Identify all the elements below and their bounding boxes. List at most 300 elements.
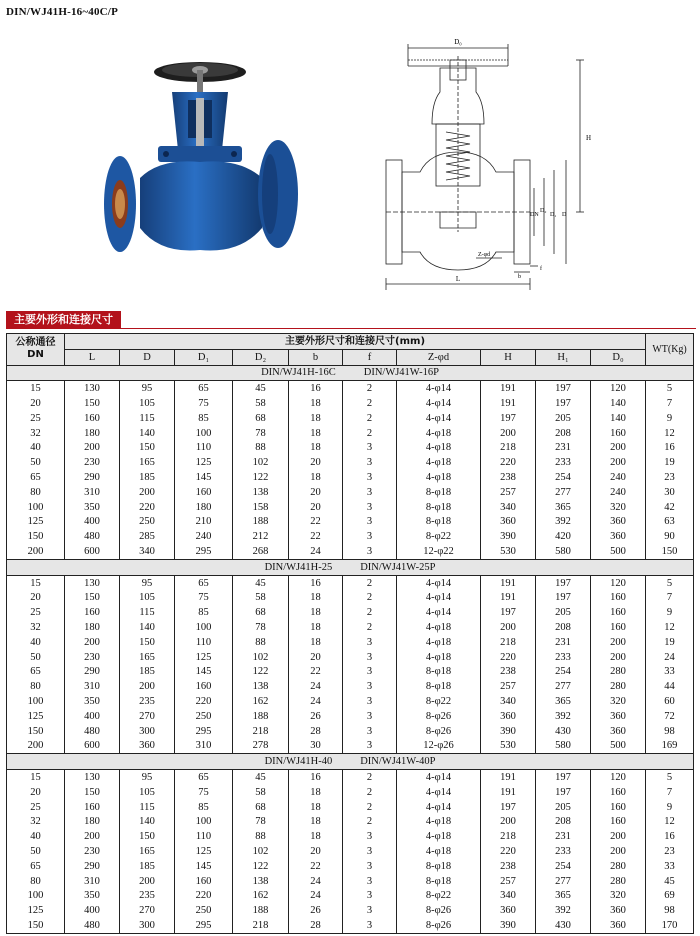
column-header: L <box>65 349 120 365</box>
table-cell: 310 <box>65 874 120 889</box>
table-cell: 169 <box>646 739 694 754</box>
table-cell: 160 <box>591 785 646 800</box>
table-cell: 3 <box>343 709 397 724</box>
column-header: D₀ <box>591 349 646 365</box>
table-cell: 18 <box>289 470 343 485</box>
table-cell: 197 <box>536 591 591 606</box>
table-cell: 160 <box>65 411 120 426</box>
table-cell: 180 <box>65 620 120 635</box>
table-cell: 69 <box>646 888 694 903</box>
table-row <box>7 485 694 500</box>
table-cell: 365 <box>536 888 591 903</box>
table-cell: 12 <box>646 815 694 830</box>
table-cell: 350 <box>65 500 120 515</box>
valve-dimension-drawing <box>380 32 602 294</box>
table-cell: 100 <box>175 815 233 830</box>
table-cell: 8-φ26 <box>397 709 481 724</box>
table-cell: 188 <box>233 515 289 530</box>
table-cell: 250 <box>175 709 233 724</box>
model-label: DIN/WJ41H-40 <box>264 756 333 768</box>
table-cell: 40 <box>7 441 65 456</box>
label-D: D <box>562 212 567 218</box>
table-cell: 200 <box>591 844 646 859</box>
table-cell: 65 <box>7 470 65 485</box>
table-cell: 200 <box>120 874 175 889</box>
table-cell: 200 <box>591 635 646 650</box>
table-cell: 310 <box>65 485 120 500</box>
table-cell: 218 <box>481 635 536 650</box>
table-cell: 44 <box>646 679 694 694</box>
table-cell: 8-φ18 <box>397 874 481 889</box>
table-row <box>7 635 694 650</box>
table-cell: 160 <box>175 874 233 889</box>
table-cell: 200 <box>481 620 536 635</box>
table-cell: 100 <box>7 888 65 903</box>
table-cell: 185 <box>120 665 175 680</box>
table-cell: 360 <box>120 739 175 754</box>
table-cell: 32 <box>7 620 65 635</box>
table-cell: 45 <box>646 874 694 889</box>
table-cell: 145 <box>175 859 233 874</box>
table-cell: 110 <box>175 441 233 456</box>
table-cell: 4-φ14 <box>397 800 481 815</box>
table-cell: 45 <box>233 381 289 396</box>
table-cell: 45 <box>233 770 289 785</box>
table-cell: 200 <box>65 441 120 456</box>
table-cell: 230 <box>65 455 120 470</box>
table-cell: 120 <box>591 381 646 396</box>
label-D2: D₂ <box>540 208 547 214</box>
table-cell: 3 <box>343 859 397 874</box>
model-label: DIN/WJ41H-25 <box>264 561 333 573</box>
table-cell: 100 <box>7 694 65 709</box>
table-cell: 19 <box>646 455 694 470</box>
table-cell: 85 <box>175 605 233 620</box>
table-cell: 105 <box>120 396 175 411</box>
table-cell: 188 <box>233 709 289 724</box>
table-cell: 212 <box>233 529 289 544</box>
table-cell: 24 <box>289 694 343 709</box>
table-cell: 158 <box>233 500 289 515</box>
table-cell: 185 <box>120 859 175 874</box>
column-header: H₁ <box>536 349 591 365</box>
table-cell: 145 <box>175 470 233 485</box>
table-cell: 8-φ18 <box>397 859 481 874</box>
table-cell: 365 <box>536 500 591 515</box>
table-cell: 400 <box>65 709 120 724</box>
table-cell: 18 <box>289 591 343 606</box>
table-cell: 18 <box>289 426 343 441</box>
table-cell: 125 <box>175 455 233 470</box>
label-Zd: Z-φd <box>478 252 491 258</box>
table-cell: 208 <box>536 426 591 441</box>
table-cell: 24 <box>289 544 343 559</box>
table-cell: 160 <box>591 605 646 620</box>
table-cell: 4-φ18 <box>397 815 481 830</box>
table-cell: 250 <box>120 515 175 530</box>
table-cell: 18 <box>289 800 343 815</box>
table-cell: 360 <box>591 724 646 739</box>
table-cell: 72 <box>646 709 694 724</box>
table-cell: 122 <box>233 470 289 485</box>
table-cell: 218 <box>481 441 536 456</box>
table-cell: 75 <box>175 396 233 411</box>
table-cell: 18 <box>289 620 343 635</box>
table-cell: 360 <box>481 709 536 724</box>
table-cell: 16 <box>289 770 343 785</box>
table-cell: 3 <box>343 441 397 456</box>
table-cell: 68 <box>233 411 289 426</box>
table-cell: 197 <box>481 411 536 426</box>
table-cell: 233 <box>536 844 591 859</box>
table-cell: 420 <box>536 529 591 544</box>
table-cell: 3 <box>343 529 397 544</box>
table-cell: 5 <box>646 575 694 590</box>
table-cell: 205 <box>536 605 591 620</box>
table-cell: 30 <box>289 739 343 754</box>
table-cell: 16 <box>646 829 694 844</box>
table-cell: 3 <box>343 918 397 933</box>
valve-photo <box>100 58 300 278</box>
table-cell: 3 <box>343 903 397 918</box>
table-cell: 320 <box>591 500 646 515</box>
table-cell: 600 <box>65 739 120 754</box>
table-cell: 22 <box>289 515 343 530</box>
table-cell: 300 <box>120 724 175 739</box>
table-cell: 3 <box>343 829 397 844</box>
table-cell: 18 <box>289 635 343 650</box>
table-cell: 200 <box>120 679 175 694</box>
table-cell: 33 <box>646 665 694 680</box>
table-cell: 4-φ14 <box>397 575 481 590</box>
table-cell: 392 <box>536 709 591 724</box>
table-cell: 8-φ18 <box>397 515 481 530</box>
table-cell: 18 <box>289 396 343 411</box>
table-cell: 22 <box>289 665 343 680</box>
table-cell: 63 <box>646 515 694 530</box>
table-cell: 320 <box>591 694 646 709</box>
table-cell: 530 <box>481 544 536 559</box>
label-b: b <box>518 274 521 280</box>
table-cell: 390 <box>481 724 536 739</box>
table-cell: 231 <box>536 441 591 456</box>
table-cell: 140 <box>591 411 646 426</box>
table-row <box>7 739 694 754</box>
table-cell: 200 <box>65 829 120 844</box>
table-cell: 400 <box>65 515 120 530</box>
table-cell: 19 <box>646 635 694 650</box>
table-cell: 18 <box>289 815 343 830</box>
table-cell: 200 <box>120 485 175 500</box>
table-cell: 360 <box>591 903 646 918</box>
column-header: f <box>343 349 397 365</box>
section-rule <box>6 328 696 329</box>
table-cell: 208 <box>536 815 591 830</box>
table-row <box>7 605 694 620</box>
table-cell: 191 <box>481 381 536 396</box>
table-cell: 197 <box>536 785 591 800</box>
table-row <box>7 426 694 441</box>
table-cell: 65 <box>175 575 233 590</box>
table-cell: 23 <box>646 844 694 859</box>
table-cell: 280 <box>591 665 646 680</box>
table-cell: 110 <box>175 829 233 844</box>
table-cell: 191 <box>481 785 536 800</box>
table-cell: 360 <box>481 515 536 530</box>
table-cell: 140 <box>120 815 175 830</box>
table-cell: 58 <box>233 785 289 800</box>
table-cell: 160 <box>591 426 646 441</box>
table-row <box>7 859 694 874</box>
table-cell: 80 <box>7 679 65 694</box>
table-cell: 5 <box>646 381 694 396</box>
table-cell: 140 <box>120 426 175 441</box>
table-cell: 65 <box>7 665 65 680</box>
table-cell: 392 <box>536 903 591 918</box>
table-cell: 25 <box>7 800 65 815</box>
column-header: D₁ <box>175 349 233 365</box>
table-row <box>7 455 694 470</box>
dimension-table <box>6 333 694 934</box>
table-cell: 26 <box>289 903 343 918</box>
table-cell: 32 <box>7 426 65 441</box>
table-cell: 130 <box>65 575 120 590</box>
table-cell: 350 <box>65 694 120 709</box>
table-cell: 65 <box>175 381 233 396</box>
table-cell: 218 <box>233 918 289 933</box>
table-cell: 20 <box>289 844 343 859</box>
table-cell: 12-φ26 <box>397 739 481 754</box>
table-cell: 88 <box>233 441 289 456</box>
table-cell: 300 <box>120 918 175 933</box>
table-cell: 160 <box>65 605 120 620</box>
table-cell: 138 <box>233 679 289 694</box>
table-cell: 233 <box>536 650 591 665</box>
label-D0: D₀ <box>454 38 462 46</box>
table-row <box>7 441 694 456</box>
table-cell: 20 <box>289 500 343 515</box>
table-cell: 8-φ18 <box>397 500 481 515</box>
table-cell: 150 <box>7 724 65 739</box>
table-cell: 231 <box>536 635 591 650</box>
table-row <box>7 396 694 411</box>
table-cell: 205 <box>536 411 591 426</box>
table-cell: 140 <box>591 396 646 411</box>
table-cell: 3 <box>343 665 397 680</box>
table-cell: 125 <box>7 903 65 918</box>
table-cell: 218 <box>233 724 289 739</box>
table-cell: 191 <box>481 770 536 785</box>
table-row <box>7 829 694 844</box>
table-cell: 3 <box>343 679 397 694</box>
table-row <box>7 470 694 485</box>
table-cell: 68 <box>233 800 289 815</box>
table-cell: 191 <box>481 575 536 590</box>
table-cell: 170 <box>646 918 694 933</box>
table-cell: 200 <box>591 455 646 470</box>
table-cell: 150 <box>120 635 175 650</box>
table-cell: 32 <box>7 815 65 830</box>
table-cell: 480 <box>65 724 120 739</box>
table-cell: 122 <box>233 665 289 680</box>
table-cell: 130 <box>65 381 120 396</box>
table-cell: 3 <box>343 844 397 859</box>
table-cell: 22 <box>289 529 343 544</box>
page-title: DIN/WJ41H-16~40C/P <box>6 6 118 18</box>
table-cell: 28 <box>289 918 343 933</box>
table-cell: 4-φ18 <box>397 455 481 470</box>
table-cell: 3 <box>343 515 397 530</box>
table-cell: 24 <box>289 874 343 889</box>
table-cell: 98 <box>646 724 694 739</box>
table-cell: 7 <box>646 785 694 800</box>
label-H: H <box>586 134 592 142</box>
table-cell: 231 <box>536 829 591 844</box>
table-cell: 24 <box>289 679 343 694</box>
table-cell: 268 <box>233 544 289 559</box>
table-cell: 75 <box>175 785 233 800</box>
table-cell: 105 <box>120 591 175 606</box>
table-cell: 238 <box>481 665 536 680</box>
table-cell: 20 <box>7 396 65 411</box>
table-cell: 95 <box>120 381 175 396</box>
table-cell: 3 <box>343 635 397 650</box>
model-label: DIN/WJ41W-16P <box>363 367 439 379</box>
table-cell: 2 <box>343 396 397 411</box>
table-cell: 480 <box>65 529 120 544</box>
table-cell: 280 <box>591 679 646 694</box>
table-cell: 50 <box>7 844 65 859</box>
table-cell: 360 <box>591 515 646 530</box>
table-cell: 9 <box>646 800 694 815</box>
table-cell: 350 <box>65 888 120 903</box>
table-cell: 4-φ18 <box>397 426 481 441</box>
table-cell: 18 <box>289 411 343 426</box>
table-cell: 8-φ26 <box>397 903 481 918</box>
table-cell: 100 <box>175 620 233 635</box>
table-cell: 115 <box>120 800 175 815</box>
table-cell: 254 <box>536 470 591 485</box>
table-cell: 15 <box>7 381 65 396</box>
table-cell: 9 <box>646 605 694 620</box>
table-cell: 8-φ18 <box>397 485 481 500</box>
table-cell: 42 <box>646 500 694 515</box>
table-cell: 200 <box>591 829 646 844</box>
table-cell: 12 <box>646 620 694 635</box>
table-cell: 218 <box>481 829 536 844</box>
table-cell: 290 <box>65 665 120 680</box>
table-cell: 45 <box>233 575 289 590</box>
table-row <box>7 591 694 606</box>
table-cell: 2 <box>343 411 397 426</box>
table-cell: 3 <box>343 739 397 754</box>
table-cell: 4-φ14 <box>397 605 481 620</box>
table-cell: 392 <box>536 515 591 530</box>
table-cell: 3 <box>343 500 397 515</box>
table-cell: 205 <box>536 800 591 815</box>
table-cell: 4-φ14 <box>397 396 481 411</box>
table-cell: 65 <box>175 770 233 785</box>
table-cell: 254 <box>536 859 591 874</box>
table-cell: 8-φ18 <box>397 679 481 694</box>
table-cell: 191 <box>481 396 536 411</box>
table-cell: 102 <box>233 650 289 665</box>
table-cell: 340 <box>120 544 175 559</box>
header-dn: 公称通径 DN <box>7 334 65 366</box>
table-cell: 480 <box>65 918 120 933</box>
table-cell: 230 <box>65 844 120 859</box>
table-cell: 150 <box>120 829 175 844</box>
table-cell: 26 <box>289 709 343 724</box>
table-cell: 208 <box>536 620 591 635</box>
table-cell: 320 <box>591 888 646 903</box>
column-header: D <box>120 349 175 365</box>
table-cell: 2 <box>343 605 397 620</box>
table-cell: 3 <box>343 470 397 485</box>
table-cell: 150 <box>646 544 694 559</box>
table-cell: 290 <box>65 859 120 874</box>
table-cell: 4-φ18 <box>397 829 481 844</box>
model-group-header <box>7 365 694 381</box>
table-cell: 12 <box>646 426 694 441</box>
table-cell: 20 <box>289 485 343 500</box>
table-cell: 15 <box>7 770 65 785</box>
table-cell: 2 <box>343 785 397 800</box>
table-cell: 220 <box>120 500 175 515</box>
table-cell: 180 <box>175 500 233 515</box>
column-header: H <box>481 349 536 365</box>
header-dims: 主要外形尺寸和连接尺寸(mm) <box>65 334 646 350</box>
table-cell: 2 <box>343 770 397 785</box>
table-cell: 102 <box>233 455 289 470</box>
table-cell: 4-φ18 <box>397 650 481 665</box>
table-cell: 360 <box>591 529 646 544</box>
table-cell: 85 <box>175 800 233 815</box>
table-cell: 18 <box>289 829 343 844</box>
table-cell: 18 <box>289 785 343 800</box>
table-row <box>7 381 694 396</box>
table-cell: 12-φ22 <box>397 544 481 559</box>
table-cell: 191 <box>481 591 536 606</box>
table-cell: 238 <box>481 470 536 485</box>
label-L: L <box>455 275 461 283</box>
table-cell: 8-φ22 <box>397 694 481 709</box>
table-cell: 4-φ18 <box>397 844 481 859</box>
table-cell: 68 <box>233 605 289 620</box>
table-cell: 2 <box>343 575 397 590</box>
table-cell: 200 <box>481 815 536 830</box>
table-cell: 165 <box>120 455 175 470</box>
table-cell: 125 <box>175 844 233 859</box>
table-cell: 122 <box>233 859 289 874</box>
table-row <box>7 500 694 515</box>
table-cell: 25 <box>7 411 65 426</box>
table-cell: 150 <box>65 591 120 606</box>
table-cell: 24 <box>289 888 343 903</box>
table-cell: 15 <box>7 575 65 590</box>
table-cell: 145 <box>175 665 233 680</box>
table-cell: 250 <box>175 903 233 918</box>
table-cell: 150 <box>65 396 120 411</box>
table-cell: 98 <box>646 903 694 918</box>
table-cell: 8-φ18 <box>397 665 481 680</box>
section-banner: 主要外形和连接尺寸 <box>6 311 121 328</box>
table-cell: 3 <box>343 874 397 889</box>
table-cell: 290 <box>65 470 120 485</box>
table-cell: 197 <box>481 800 536 815</box>
table-cell: 200 <box>481 426 536 441</box>
table-cell: 210 <box>175 515 233 530</box>
